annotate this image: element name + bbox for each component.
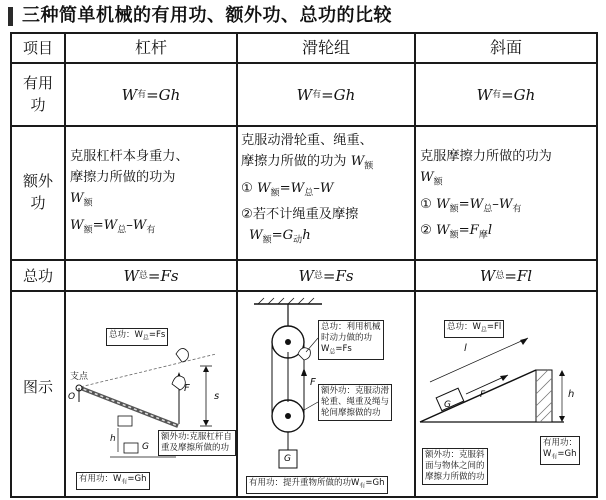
pull-arrowhead <box>500 375 508 381</box>
weight-block-lower <box>124 443 138 453</box>
extra-pulley-line1: 克服动滑轮重、绳重、 <box>241 133 373 148</box>
extra-lever-text <box>70 146 236 241</box>
h-label: h <box>110 434 116 444</box>
incline-l-label: l <box>464 343 467 354</box>
header-item: 项目 <box>22 39 53 57</box>
useful-incline-formula <box>416 64 596 125</box>
formula-sub: 有 <box>137 89 147 100</box>
row-label-useful <box>16 70 60 118</box>
ceiling-hatch <box>258 298 314 304</box>
row-label-extra-text: 额外功 <box>22 172 53 212</box>
extra-incline-eq1: ① $W_额=W_总-W_有$ <box>420 196 522 215</box>
o-label: O <box>68 392 76 402</box>
support-block <box>536 370 552 422</box>
title-bar-mark <box>8 7 13 26</box>
extra-incline-eq2: ② $W_额=F_摩l$ <box>420 223 493 241</box>
hand-upper <box>176 348 188 362</box>
formula-w: W <box>123 266 139 285</box>
formula-w: W <box>476 85 493 104</box>
table-border-right <box>596 32 598 498</box>
formula-rhs: =Gh <box>146 85 181 104</box>
title-text: 三种简单机械的有用功、额外功、总功的比较 <box>22 5 392 26</box>
extra-pulley-eq1: ① $W_额=W_总-W$ <box>241 180 334 199</box>
g-label: G <box>142 442 149 452</box>
formula-sub: 有 <box>492 89 502 100</box>
formula-rhs: =Gh <box>321 85 356 104</box>
extra-pulley-condition: ②若不计绳重及摩擦 <box>241 207 359 223</box>
extra-pulley-text <box>241 130 413 252</box>
table-border-bottom <box>10 496 598 498</box>
incline-h-label: h <box>568 389 575 400</box>
incline-total-label: 总功：$W_总=Fl$ <box>444 320 504 338</box>
incline-extra-label: 额外功：克服斜 面与物体之间的 摩擦力所做的功 <box>422 448 488 485</box>
f-label: F <box>184 383 190 394</box>
pulley-total-label: 总功：利用机械 时动力做的功 $W_总=Fs$ <box>318 320 384 360</box>
formula-w: W <box>121 85 138 104</box>
header-lever: 杠杆 <box>134 38 167 57</box>
formula-w: W <box>479 266 496 285</box>
pulley-f-label: F <box>310 377 316 388</box>
total-incline-formula <box>416 261 596 290</box>
formula-rhs: =Fs <box>322 266 354 285</box>
row-label-diagram: 图示 <box>22 378 53 396</box>
extra-incline-symbol: $W_额$ <box>420 170 443 188</box>
l-arrowhead <box>520 338 528 345</box>
formula-rhs: =Fs <box>147 266 179 285</box>
movable-pulley-axle <box>285 413 291 419</box>
formula-sub: 总 <box>138 270 148 281</box>
useful-lever-formula <box>66 64 236 125</box>
fixed-pulley-axle <box>285 339 291 345</box>
row-label-useful-text: 有用功 <box>22 74 53 114</box>
extra-lever-symbol: $W_额$ <box>70 191 93 209</box>
comparison-table <box>10 32 598 498</box>
fulcrum-label: 支点 <box>70 372 89 382</box>
extra-pulley-eq2: $W_额=G_动h$ <box>249 228 311 246</box>
lever-total-label: 总功：$W_总=Fs$ <box>106 328 168 346</box>
extra-lever-line2: 摩擦力所做的功为 <box>70 170 176 185</box>
formula-sub: 总 <box>495 270 505 281</box>
row-label-total: 总功 <box>22 266 53 285</box>
s-arrowhead-down <box>203 420 209 426</box>
total-pulley-formula <box>238 261 414 290</box>
incline-useful-label: 有用功： $W_有=Gh$ <box>540 436 580 465</box>
incline-f-label: F <box>480 390 486 400</box>
formula-rhs: =Fl <box>504 266 533 285</box>
header-pulley: 滑轮组 <box>301 38 350 57</box>
incline-g-label: G <box>444 400 451 410</box>
extra-incline-line1: 克服摩擦力所做的功为 <box>420 149 552 164</box>
row-divider <box>10 125 598 127</box>
extra-lever-line1: 克服杠杆本身重力、 <box>70 149 189 164</box>
extra-pointer <box>304 402 318 410</box>
s-label: s <box>214 391 220 402</box>
lever-diagram <box>66 292 236 496</box>
extra-lever-equation: $W_额=W_总-W_有$ <box>70 217 156 236</box>
pulley-diagram <box>238 292 414 496</box>
header-incline: 斜面 <box>489 38 522 57</box>
pulley-g-label: G <box>284 454 291 464</box>
formula-sub: 有 <box>312 89 322 100</box>
formula-rhs: =Gh <box>501 85 536 104</box>
total-lever-formula <box>66 261 236 290</box>
pulley-useful-label: 有用功：提升重物所做的功$W_有=Gh$ <box>246 476 388 494</box>
pulley-extra-label: 额外功：克服动滑 轮重、绳重及绳与 轮间摩擦做的功 <box>318 384 392 421</box>
lever-extra-label: 额外功:克服杠杆自重及摩擦所做的功 <box>158 430 236 456</box>
incline-slope <box>420 370 536 422</box>
s-arrowhead-up <box>203 366 209 372</box>
extra-incline-text <box>420 146 594 247</box>
lever-drawing <box>66 292 236 496</box>
formula-sub: 总 <box>313 270 323 281</box>
lever-raised-dashed <box>76 354 216 388</box>
page-title <box>8 3 598 29</box>
h-arrowhead-up <box>559 370 565 376</box>
extra-pulley-line2: 摩擦力所做的功为 $W_额$ <box>241 154 374 172</box>
h-arrowhead-down <box>559 416 565 422</box>
weight-block-upper <box>118 416 132 426</box>
useful-pulley-formula <box>238 64 414 125</box>
l-measure-line <box>430 338 528 382</box>
f-arrowhead <box>301 368 307 376</box>
formula-w: W <box>296 85 313 104</box>
total-pointer <box>306 338 318 352</box>
incline-diagram <box>416 292 596 496</box>
lever-useful-label: 有用功：$W_有=Gh$ <box>76 472 150 490</box>
formula-w: W <box>298 266 314 285</box>
row-label-extra <box>16 167 60 217</box>
